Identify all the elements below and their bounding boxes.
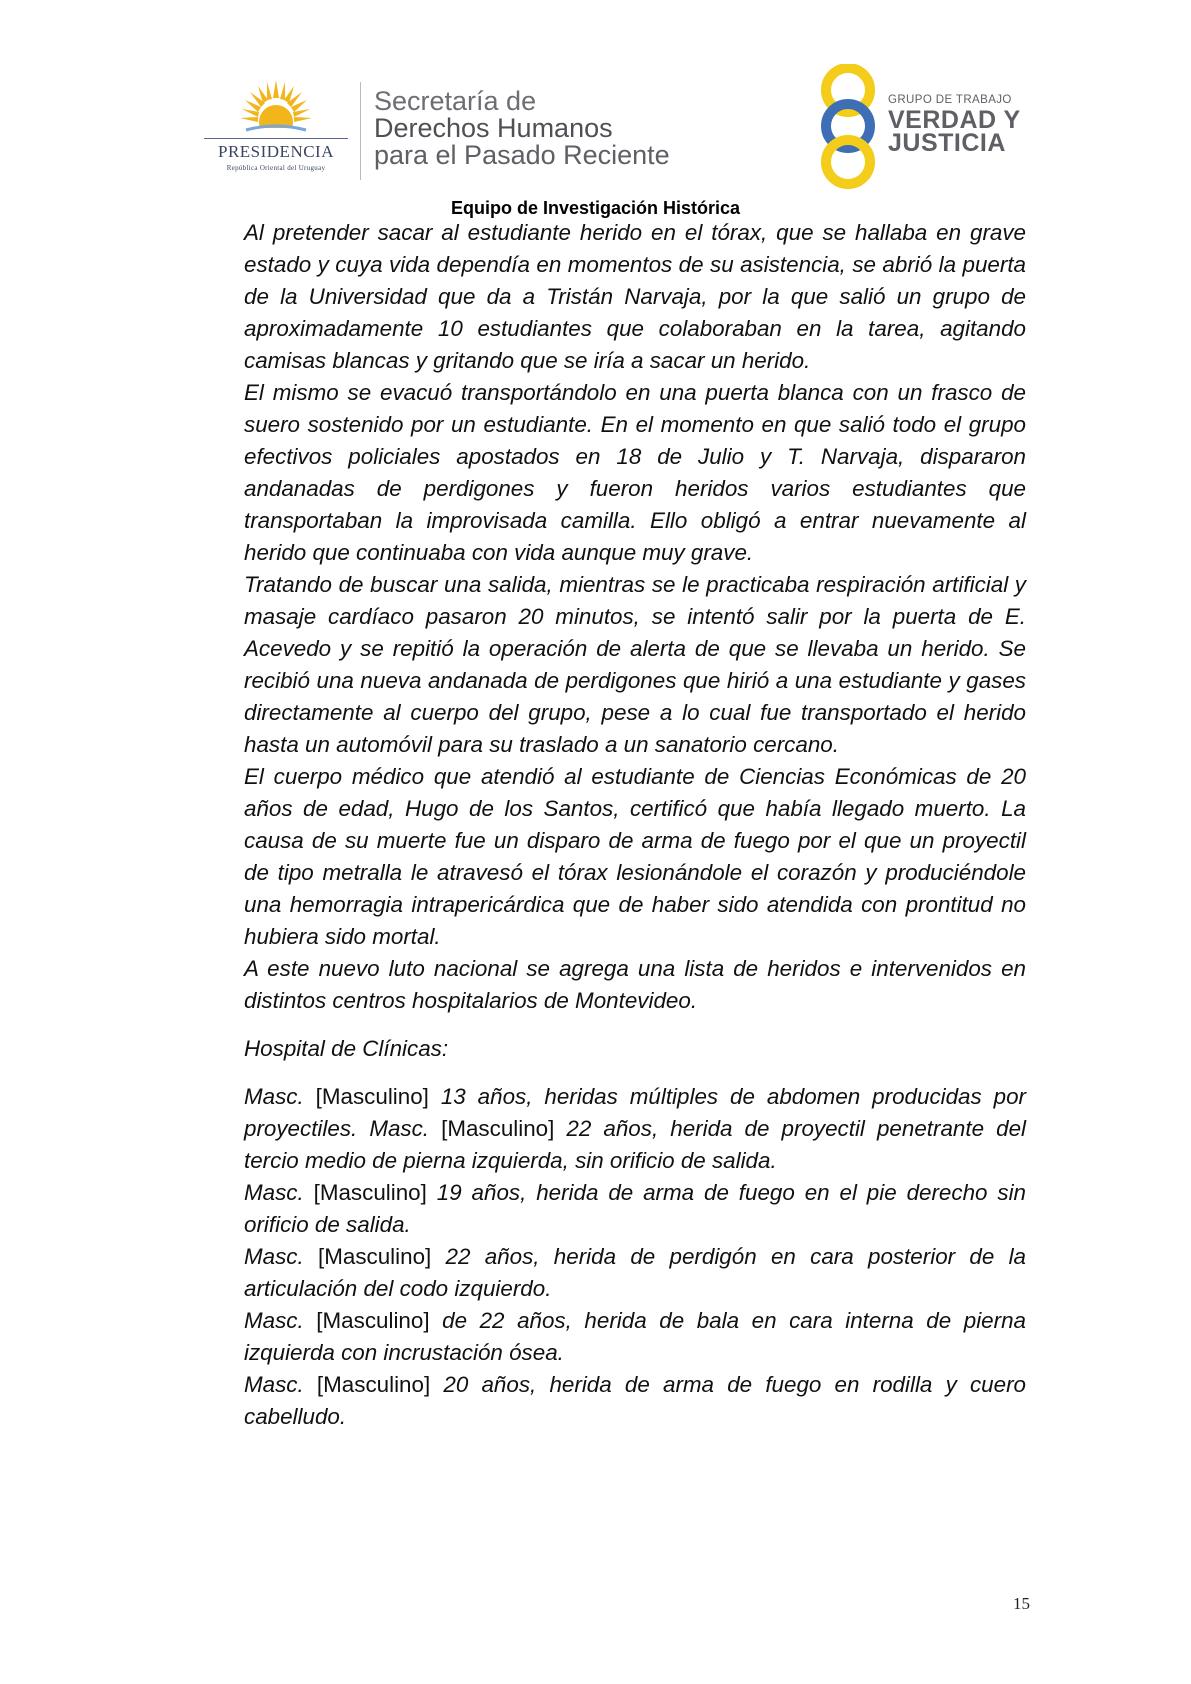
paragraph: Al pretender sacar al estudiante herido en el tórax, que se hallaba en grave estado y cuya vida dependía en momentos de su asistencia, se abrió la puerta de la Universidad que da a Tristán Narvaja, por la que salió un grupo de aproximadamente 10 estudiantes que colaboraban en la tarea, agitando camisas blancas y gritando que se iría a sacar un herido. [244, 220, 1026, 373]
entry-gender: [Masculino] [315, 1084, 429, 1109]
presidencia-subtitle: República Oriental del Uruguay [226, 164, 326, 172]
entry-gender: [Masculino] [316, 1372, 431, 1397]
entry-text: 22 años, herida de perdigón en cara posterior de la articulación del codo izquierdo. [244, 1244, 1027, 1301]
team-title: Equipo de Investigación Histórica [450, 198, 741, 218]
entry-text: de 22 años, herida de bala en cara interna de pierna izquierda con incrustación ósea. [244, 1308, 1026, 1365]
presidencia-word: PRESIDENCIA [217, 142, 334, 161]
entry-gender: [Masculino] [318, 1244, 432, 1269]
hospital-heading: Hospital de Clínicas: [244, 1036, 449, 1061]
entry-prefix: Masc. [244, 1244, 319, 1269]
secretaria-title [374, 88, 670, 169]
secretaria-line-2: Derechos Humanos [374, 113, 613, 143]
secretaria-line-3: para el Pasado Reciente [374, 140, 670, 170]
presidencia-divider [204, 138, 348, 139]
rings-emblem-icon [812, 64, 884, 189]
entry-prefix: Masc. [244, 1180, 314, 1205]
injury-entry [244, 1305, 1026, 1369]
verdad-justicia-logo [812, 64, 1022, 189]
entry-prefix: Masc. [244, 1308, 317, 1333]
secretaria-line-1: Secretaría de [374, 86, 537, 116]
entry-gender: [Masculino] [313, 1180, 427, 1205]
paragraph: Tratando de buscar una salida, mientras se le practicaba respiración artificial y masaje cardíaco pasaron 20 minutos, se intentó salir por la puerta de E. Acevedo y se repitió la operación de alerta de que se llevaba un herido. Se recibió una nueva andanada de perdigones que hirió a una estudiante y gases directamente al cuerpo del grupo, pese a lo cual fue transportado el herido hasta un automóvil para su traslado a un sanatorio cercano. [244, 572, 1026, 757]
entry-text: 13 años, heridas múltiples de abdomen producidas por proyectiles. Masc. [244, 1084, 1027, 1141]
entry-text: 20 años, herida de arma de fuego en rodilla y cuero cabelludo. [244, 1372, 1026, 1429]
grupo-trabajo-label: GRUPO DE TRABAJO [888, 94, 1012, 106]
paragraph: El cuerpo médico que atendió al estudiante de Ciencias Económicas de 20 años de edad, Hugo de los Santos, certificó que había llegado muerto. La causa de su muerte fue un disparo de arma de fuego por el que un proyectil de tipo metralla le atravesó el tórax lesionándole el corazón y produciéndole una hemorragia intrapericárdica que de haber sido atendida con prontitud no hubiera sido mortal. [244, 764, 1026, 949]
paragraph: A este nuevo luto nacional se agrega una lista de heridos e intervenidos en distintos centros hospitalarios de Montevideo. [244, 956, 1026, 1013]
header-divider [360, 82, 361, 180]
injury-entry [244, 1369, 1026, 1433]
entry-text: 22 años, herida de proyectil penetrante del tercio medio de pierna izquierda, sin orificio de salida. [244, 1116, 1026, 1173]
entry-prefix: Masc. [244, 1372, 317, 1397]
paragraph: El mismo se evacuó transportándolo en una puerta blanca con un frasco de suero sostenido por un estudiante. En el momento en que salió todo el grupo efectivos policiales apostados en 18 de Julio y T. Narvaja, dispararon andanadas de perdigones y fueron heridos varios estudiantes que transportaban la improvisada camilla. Ello obligó a entrar nuevamente al herido que continuaba con vida aunque muy grave. [244, 380, 1026, 565]
presidencia-logo [196, 78, 356, 188]
sun-emblem-icon [240, 78, 312, 138]
injury-entry [244, 1241, 1026, 1305]
document-body [244, 217, 1026, 1433]
entry-gender: [Masculino] [441, 1116, 555, 1141]
entry-text: 19 años, herida de arma de fuego en el pie derecho sin orificio de salida. [244, 1180, 1026, 1237]
entry-prefix: Masc. [244, 1084, 316, 1109]
injury-entry [244, 1081, 1026, 1177]
verdad-justicia-title [888, 106, 1021, 157]
page-header [0, 0, 1191, 220]
justicia-line: JUSTICIA [888, 129, 1006, 157]
injury-entry [244, 1177, 1026, 1241]
entry-gender: [Masculino] [316, 1308, 430, 1333]
verdad-line: VERDAD Y [888, 106, 1021, 134]
page-number: 15 [1013, 1594, 1030, 1613]
